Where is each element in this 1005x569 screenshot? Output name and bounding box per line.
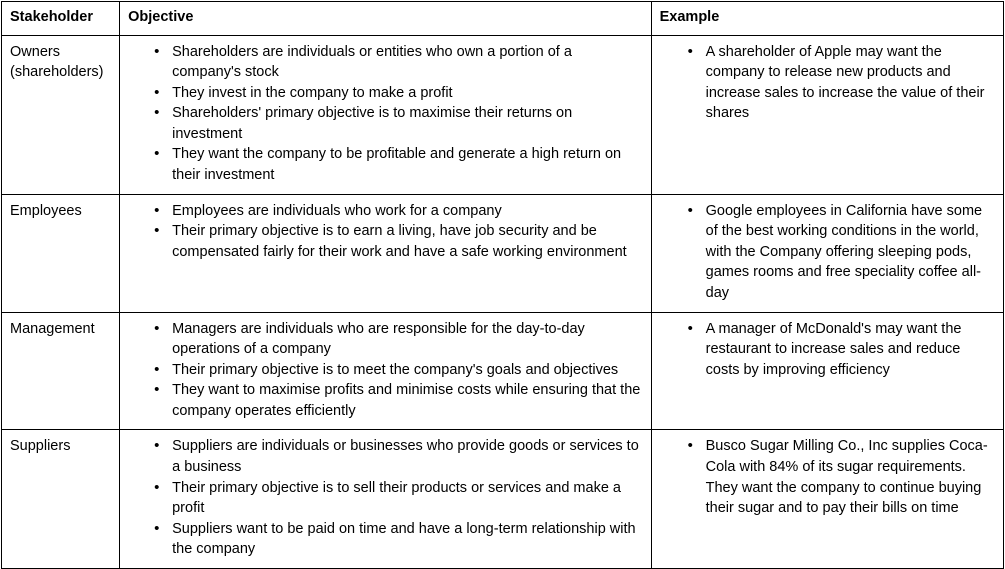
list-item: • Shareholders are individuals or entities who own a portion of a company's stock <box>154 42 643 83</box>
column-header-stakeholder-label: Stakeholder <box>10 9 93 25</box>
column-header-example <box>651 2 1003 36</box>
document-page <box>0 1 1005 568</box>
column-header-example-label: Example <box>659 9 720 25</box>
list-item: • They want to maximise profits and minimise costs while ensuring that the company operates efficiently <box>154 380 643 421</box>
table-row <box>2 35 1004 194</box>
stakeholder-name-label: Employees <box>10 202 82 219</box>
list-item: • Suppliers are individuals or businesses who provide goods or services to a business <box>154 436 643 477</box>
list-item: • Google employees in California have some of the best working conditions in the world, with the Company offering sleeping pods, games rooms and free speciality coffee all-day <box>688 201 995 304</box>
list-item: • Suppliers want to be paid on time and have a long-term relationship with the company <box>154 519 643 560</box>
stakeholder-name-cell <box>2 194 120 312</box>
stakeholder-name-cell <box>2 430 120 568</box>
objective-bullet-list <box>128 319 643 422</box>
table-row <box>2 430 1004 568</box>
list-item: • They invest in the company to make a profit <box>154 83 643 104</box>
list-item: • Their primary objective is to earn a living, have job security and be compensated fairly for their work and have a safe working environment <box>154 221 643 262</box>
example-cell <box>651 35 1003 194</box>
stakeholder-objectives-table <box>1 1 1004 569</box>
stakeholder-name-label: Owners (shareholders) <box>10 43 104 81</box>
table-body <box>2 35 1004 568</box>
column-header-objective-label: Objective <box>128 9 194 25</box>
objective-bullet-list <box>128 42 643 186</box>
list-item: • A shareholder of Apple may want the company to release new products and increase sales to increase the value of their shares <box>688 42 995 124</box>
list-item: • Their primary objective is to meet the company's goals and objectives <box>154 360 643 381</box>
example-bullet-list <box>660 436 995 518</box>
example-bullet-list <box>660 42 995 124</box>
example-bullet-list <box>660 201 995 304</box>
stakeholder-name-label: Suppliers <box>10 438 71 455</box>
objective-cell <box>120 430 652 568</box>
example-cell <box>651 194 1003 312</box>
objective-bullet-list <box>128 436 643 559</box>
example-bullet-list <box>660 319 995 381</box>
objective-cell <box>120 312 652 430</box>
table-header <box>2 2 1004 36</box>
list-item: • Managers are individuals who are responsible for the day-to-day operations of a company <box>154 319 643 360</box>
list-item: • They want the company to be profitable and generate a high return on their investment <box>154 144 643 185</box>
list-item: • Shareholders' primary objective is to maximise their returns on investment <box>154 103 643 144</box>
table-row <box>2 312 1004 430</box>
list-item: • A manager of McDonald's may want the restaurant to increase sales and reduce costs by improving efficiency <box>688 319 995 381</box>
objective-cell <box>120 35 652 194</box>
list-item: • Busco Sugar Milling Co., Inc supplies Coca-Cola with 84% of its sugar requirements. They want the company to continue buying their sugar and to pay their bills on time <box>688 436 995 518</box>
example-cell <box>651 430 1003 568</box>
list-item: • Their primary objective is to sell their products or services and make a profit <box>154 478 643 519</box>
stakeholder-name-label: Management <box>10 320 95 337</box>
column-header-objective <box>120 2 652 36</box>
table-row <box>2 194 1004 312</box>
table-header-row <box>2 2 1004 36</box>
stakeholder-name-cell <box>2 35 120 194</box>
stakeholder-name-cell <box>2 312 120 430</box>
list-item: • Employees are individuals who work for a company <box>154 201 643 222</box>
objective-cell <box>120 194 652 312</box>
example-cell <box>651 312 1003 430</box>
column-header-stakeholder <box>2 2 120 36</box>
objective-bullet-list <box>128 201 643 263</box>
